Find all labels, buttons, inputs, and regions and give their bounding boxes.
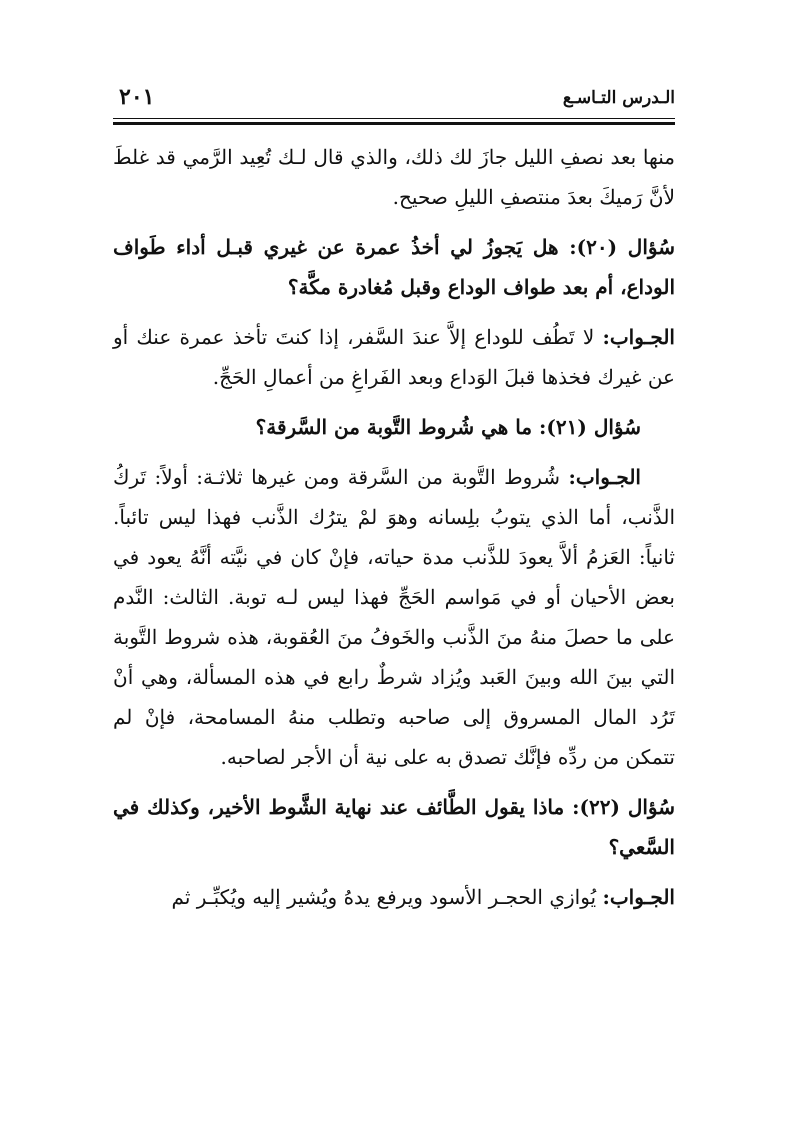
question-text: ماذا يقول الطَّائف عند نهاية الشَّوط الأخير، وكذلك في السَّعي؟ [113,795,675,859]
answer-text: شُروط التَّوبة من السَّرقة ومن غيرها ثلاثـة: أولاً: تَركُ الذَّنب، أما الذي يتوبُ بلِسانه وهوَ لمْ يترُك الذَّنب فهذا ليس تائباً. ثانياً: العَزمُ ألاَّ يعودَ للذَّنب مدة حياته، فإنْ كان في نيَّته أنَّهُ يعود في بعض الأحيان أو في مَواسم الحَجِّ فهذا ليس لـه توبة. الثالث: النَّدم على ما حصلَ منهُ منَ الذَّنب والخَوفُ منَ العُقوبة، هذه شروط التَّوبة التي بينَ الله وبينَ العَبد ويُزاد شرطٌ رابع في هذه المسألة، وهي أنْ تَرُد المال المسروق إلى صاحبه وتطلب منهُ المسامحة، فإنْ لم تتمكن من ردِّه فإنَّك تصدق به على نية أن الأجر لصاحبه. [113,465,676,769]
question-label: سُؤال (٢١): [539,415,641,439]
answer-label: الجـواب: [568,465,641,489]
question-label: سُؤال (٢٢): [572,795,676,819]
answer-label: الجـواب: [602,325,675,349]
question-22 [113,787,675,867]
page-body [113,137,675,917]
question-label: سُؤال (٢٠): [569,235,675,259]
header-rule-thin [113,118,675,119]
question-text: هل يَجوزُ لي أخذُ عمرة عن غيري قبـل أداء طَواف الوداع، أم بعد طواف الوداع وقبل مُغادرة مكَّة؟ [113,235,675,299]
answer-21 [113,457,675,777]
answer-text: لا تَطُف للوداع إلاَّ عندَ السَّفر، إذا كنتَ تأخذ عمرة عنك أو عن غيرك فخذها قبلَ الوَداع وبعد الفَراغِ من أعمالِ الحَجِّ. [113,325,675,389]
continuation-paragraph [113,137,675,217]
page-number: ٢٠١ [119,84,155,110]
document-page [113,84,675,927]
answer-text: يُوازي الحجـر الأسود ويرفع يدهُ ويُشير إليه ويُكبِّـر ثم [171,885,597,909]
question-21 [113,407,675,447]
answer-22 [113,877,675,917]
paragraph-text: منها بعد نصفِ الليل جازَ لك ذلك، والذي قال لـك تُعِيد الرَّمي قد غلطَ لأنَّ رَميكَ بعدَ منتصفِ الليلِ صحيح. [113,145,675,209]
answer-label: الجـواب: [602,885,675,909]
chapter-title: الـدرس التـاسـع [562,88,675,108]
page-header [113,84,675,118]
question-20 [113,227,675,307]
answer-20 [113,317,675,397]
header-rule-thick [113,122,675,125]
question-text: ما هي شُروط التَّوبة من السَّرقة؟ [255,415,533,439]
